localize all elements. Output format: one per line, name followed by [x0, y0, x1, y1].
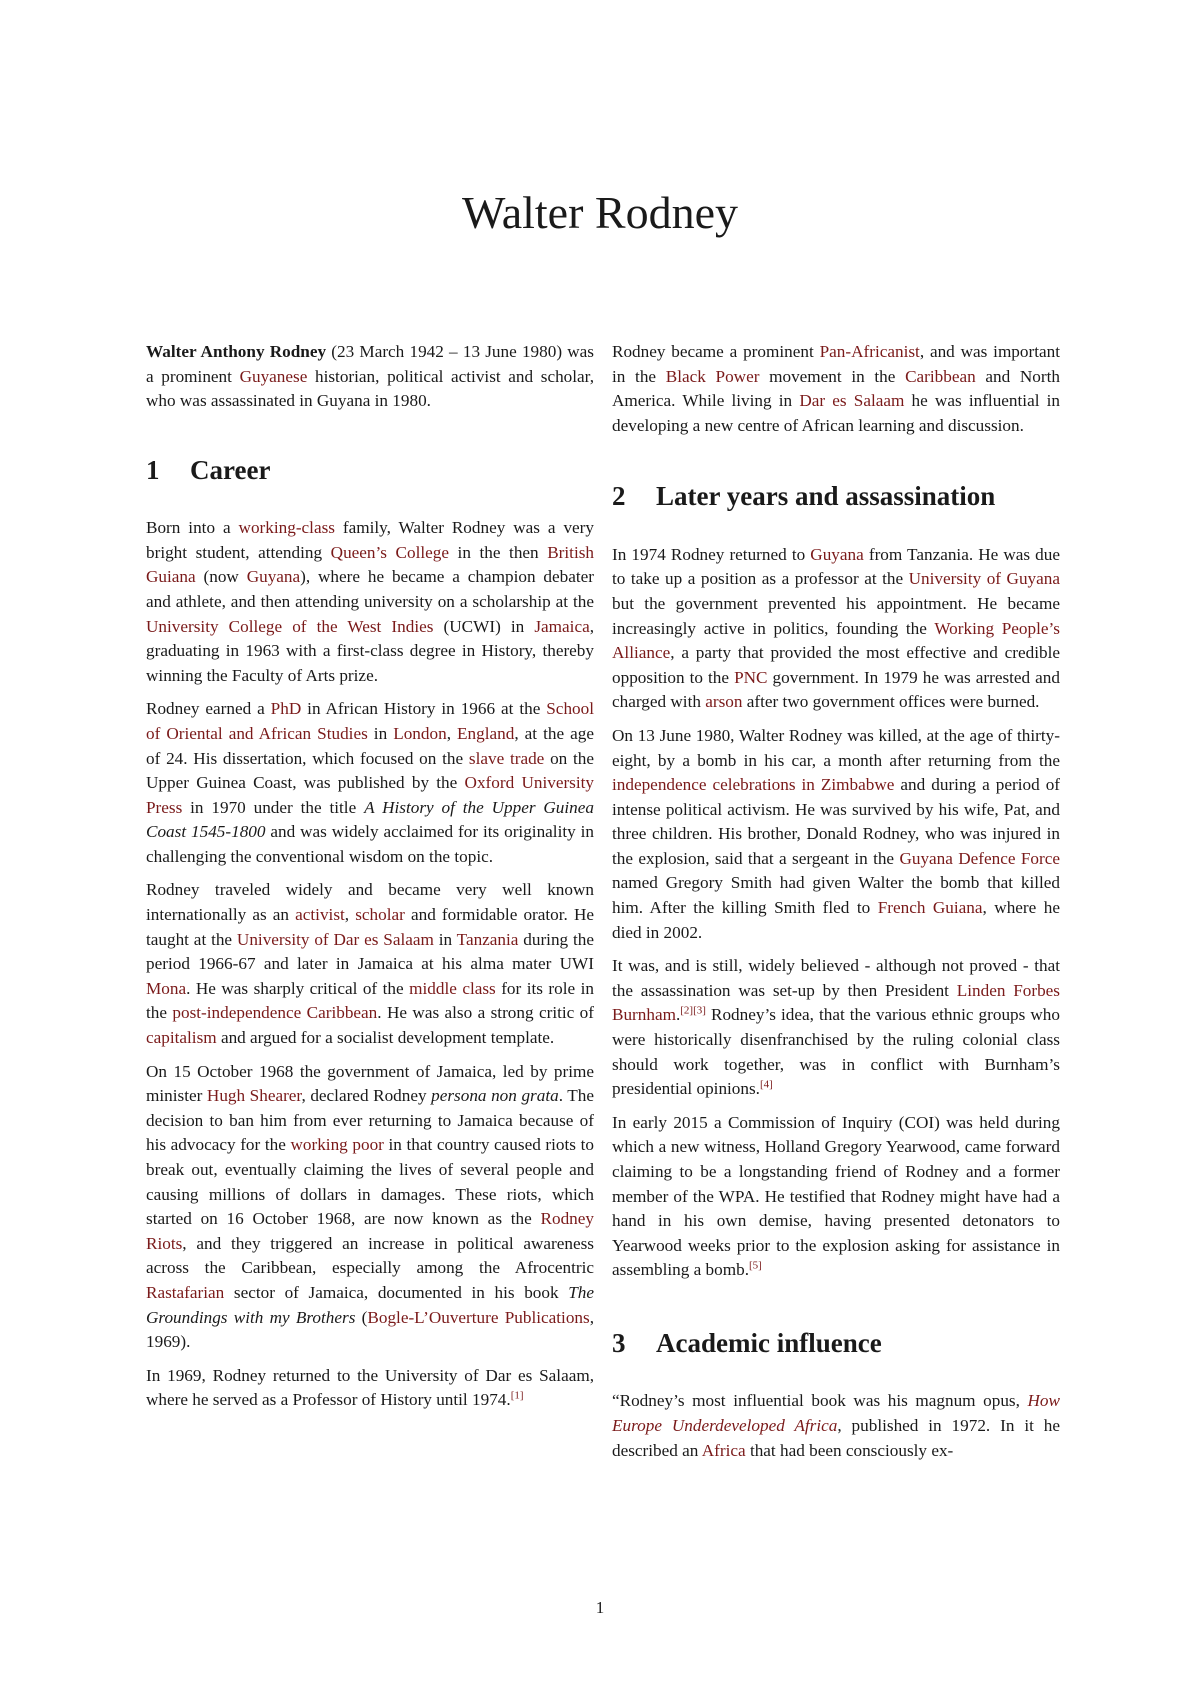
link-bogle-louverture[interactable]: Bogle-L’Ouverture Publications	[367, 1307, 590, 1327]
section-number: 1	[146, 454, 160, 485]
intro-paragraph-2: Rodney became a prominent Pan-Africanist, and was important in the Black Power movement in the Caribbean and North America. While living in Dar es Salaam he was influential in developing a new centre of African learning and discussion.	[612, 342, 1061, 435]
citation-2-3[interactable]: [2][3]	[680, 1004, 706, 1017]
book-title: A History of the Upper Guinea Coast 1545-1800	[146, 797, 594, 842]
link-how-europe-underdeveloped-africa[interactable]: How Europe Underdeveloped Africa	[612, 1391, 1060, 1435]
link-mona[interactable]: Mona	[146, 978, 187, 998]
link-tanzania[interactable]: Tanzania	[456, 929, 519, 949]
section-number: 2	[612, 481, 626, 512]
left-column	[146, 340, 594, 1422]
link-arson[interactable]: arson	[705, 692, 743, 712]
book-title: The Groundings with my Brothers	[146, 1282, 594, 1327]
link-university-of-dar-es-salaam[interactable]: University of Dar es Salaam	[236, 929, 434, 949]
later-paragraph-4: In early 2015 a Commission of Inquiry (COI) was held during which a new witness, Holland Gregory Yearwood, came forward claiming to be a longstanding friend of Rodney and a former member of the WPA. He testified that Rodney might have had a hand in his own demise, having presented detonators to Yearwood weeks prior to the explosion asking for assistance in assembling a bomb.[5]	[612, 1112, 1060, 1280]
link-ucwi[interactable]: University College of the West Indies	[146, 616, 434, 636]
link-africa[interactable]: Africa	[701, 1440, 746, 1460]
section-number: 3	[612, 1327, 626, 1358]
later-paragraph-1: In 1974 Rodney returned to Guyana from Tanzania. He was due to take up a position as a professor at the University of Guyana but the government prevented his appointment. He became increasingly active in politics, founding the Working People’s Alliance, a party that provided the most effective and credible opposition to the PNC government. In 1979 he was arrested and charged with arson after two government offices were burned.	[612, 544, 1060, 712]
career-paragraph-2: Rodney earned a PhD in African History in 1966 at the School of Oriental and African Studies in London, England, at the age of 24. His dissertation, which focused on the slave trade on the Upper Guinea Coast, was published by the Oxford University Press in 1970 under the title A History of the Upper Guinea Coast 1545-1800 and was widely acclaimed for its originality in challenging the conventional wisdom on the topic.	[146, 699, 595, 866]
link-pnc[interactable]: PNC	[734, 667, 768, 687]
academic-paragraph-1: “Rodney’s most influential book was his magnum opus, How Europe Underdeveloped Africa, published in 1972. In it he described an Africa that had been consciously ex-	[612, 1391, 1061, 1460]
section-heading-career: 1 Career	[146, 454, 271, 485]
link-england[interactable]: England	[457, 723, 515, 743]
link-soas[interactable]: School of Oriental and African Studies	[146, 699, 594, 743]
link-dar-es-salaam[interactable]: Dar es Salaam	[799, 391, 905, 411]
link-rodney-riots[interactable]: Rodney Riots	[146, 1209, 594, 1253]
citation-5[interactable]: [5]	[749, 1259, 762, 1272]
link-guyana[interactable]: Guyana	[810, 544, 864, 564]
link-black-power[interactable]: Black Power	[665, 366, 760, 386]
link-forbes-burnham[interactable]: Linden Forbes Burnham	[612, 980, 1060, 1025]
link-working-class[interactable]: working-class	[238, 518, 335, 538]
link-university-of-guyana[interactable]: University of Guyana	[908, 569, 1060, 589]
link-british-guiana[interactable]: British Guiana	[146, 542, 594, 587]
link-scholar[interactable]: scholar	[355, 905, 405, 925]
section-heading-academic-influence: 3 Academic influence	[612, 1327, 882, 1358]
link-guyana[interactable]: Guyana	[246, 567, 301, 587]
page-number: 1	[595, 1598, 605, 1617]
link-working-peoples-alliance[interactable]: Working People’s Alliance	[612, 618, 1060, 663]
section-heading-later-years: 2 Later years and assassination	[612, 481, 996, 512]
link-jamaica[interactable]: Jamaica	[534, 616, 590, 636]
link-guyana-defence-force[interactable]: Guyana Defence Force	[899, 848, 1060, 868]
career-paragraph-5: In 1969, Rodney returned to the University of Dar es Salaam, where he served as a Professor of History until 1974.[1]	[146, 1365, 594, 1410]
link-activist[interactable]: activist	[295, 905, 345, 925]
later-paragraph-3: It was, and is still, widely believed - although not proved - that the assassination was set-up by then President Linden Forbes Burnham.[2][3] Rodney’s idea, that the various ethnic groups who were historically disenfranchised by the ruling colonial class should work together, was in conflict with Burnham’s presidential opinions.[4]	[612, 956, 1060, 1099]
link-rastafarian[interactable]: Rastafarian	[146, 1282, 225, 1302]
link-pan-africanist[interactable]: Pan-Africanist	[819, 342, 920, 361]
career-paragraph-3: Rodney traveled widely and became very well known internationally as an activist, scholar and formidable orator. He taught at the University of Dar es Salaam in Tanzania during the period 1966-67 and later in Jamaica at his alma mater UWI Mona. He was sharply critical of the middle class for its role in the post-independence Caribbean. He was also a strong critic of capitalism and argued for a socialist development template.	[146, 880, 594, 1048]
link-french-guiana[interactable]: French Guiana	[877, 898, 983, 918]
intro-paragraph: Walter Anthony Rodney (23 March 1942 – 13 June 1980) was a prominent Guyanese historian, political activist and scholar, who was assassinated in Guyana in 1980.	[146, 342, 594, 411]
link-hugh-shearer[interactable]: Hugh Shearer	[206, 1086, 302, 1106]
citation-4[interactable]: [4]	[759, 1078, 773, 1091]
link-middle-class[interactable]: middle class	[409, 978, 496, 998]
link-phd[interactable]: PhD	[270, 699, 302, 719]
link-caribbean[interactable]: Caribbean	[905, 366, 976, 386]
link-oxford-university-press[interactable]: Oxford University Press	[146, 773, 594, 817]
right-column	[612, 340, 1060, 1472]
subject-name: Walter Anthony Rodney	[146, 342, 327, 361]
later-paragraph-2: On 13 June 1980, Walter Rodney was killed, at the age of thirty-eight, by a bomb in his car, a month after returning from the independence celebrations in Zimbabwe and during a period of intense political activism. He was survived by his wife, Pat, and three children. His brother, Donald Rodney, who was injured in the explosion, said that a sergeant in the Guyana Defence Force named Gregory Smith had given Walter the bomb that killed him. After the killing Smith fled to French Guiana, where he died in 2002.	[612, 725, 1061, 942]
career-paragraph-4: On 15 October 1968 the government of Jamaica, led by prime minister Hugh Shearer, declared Rodney persona non grata. The decision to ban him from ever returning to Jamaica because of his advocacy for the working poor in that country caused riots to break out, eventually claiming the lives of several people and causing millions of dollars in damages. These riots, which started on 16 October 1968, are now known as the Rodney Riots, and they triggered an increase in political awareness across the Caribbean, especially among the Afrocentric Rastafarian sector of Jamaica, documented in his book The Groundings with my Brothers (Bogle-L’Ouverture Publications, 1969).	[146, 1061, 595, 1352]
link-slave-trade[interactable]: slave trade	[468, 748, 545, 768]
link-queens-college[interactable]: Queen’s College	[330, 542, 449, 562]
citation-1[interactable]: [1]	[510, 1389, 524, 1402]
link-guyanese[interactable]: Guyanese	[239, 366, 308, 386]
link-london[interactable]: London	[393, 723, 447, 743]
career-paragraph-1: Born into a working-class family, Walter Rodney was a very bright student, attending Queen’s College in the then British Guiana (now Guyana), where he became a champion debater and athlete, and then attending university on a scholarship at the University College of the West Indies (UCWI) in Jamaica, graduating in 1963 with a first-class degree in History, thereby winning the Faculty of Arts prize.	[146, 518, 595, 685]
link-capitalism[interactable]: capitalism	[146, 1028, 217, 1048]
link-post-independence-caribbean[interactable]: post-independence Caribbean	[172, 1003, 378, 1023]
link-working-poor[interactable]: working poor	[290, 1135, 384, 1155]
page-title: Walter Rodney	[461, 187, 739, 238]
link-independence-celebrations[interactable]: independence celebrations in Zimbabwe	[612, 775, 895, 795]
